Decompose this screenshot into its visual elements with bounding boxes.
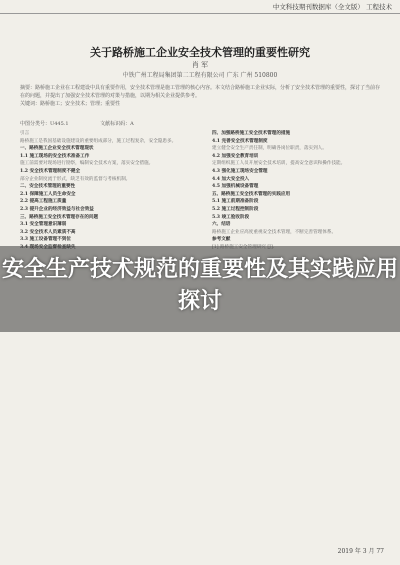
text-line: 引言 <box>20 131 30 136</box>
section-heading: 二、安全技术管理的重要性 <box>20 184 76 190</box>
left-text-column <box>20 130 188 550</box>
paper-affiliation: 中铁广州工程局集团第二工程有限公司 广东 广州 510800 <box>122 72 278 79</box>
journal-header: 中文科技期刊数据库（全文版） 工程技术 <box>0 0 400 14</box>
text-line: 施工前需要对现场进行勘察，编制安全技术方案，落实安全措施。 <box>20 161 154 167</box>
subsection-heading: 5.1 施工前期准备阶段 <box>212 199 259 205</box>
text-line: 路桥施工是我国基础设施建设的重要组成部分，施工过程复杂，安全隐患多。 <box>20 138 177 144</box>
doc-code: 文献标识码：A <box>100 121 134 127</box>
subsection-heading: 4.4 加大安全投入 <box>212 176 250 182</box>
subsection-heading: 1.1 施工现场的安全技术准备工作 <box>20 153 90 159</box>
subsection-heading: 4.3 强化施工现场安全管理 <box>212 168 268 174</box>
subsection-heading: 2.1 保障施工人员生命安全 <box>20 191 76 197</box>
subsection-heading: 3.2 安全技术人员素质不高 <box>20 229 76 235</box>
subsection-heading: 3.3 施工设备管理不到位 <box>20 237 71 243</box>
text-line: 路桥施工企业应高度重视安全技术管理，不断完善管理体系。 <box>212 229 337 235</box>
subsection-heading: 2.2 提高工程施工质量 <box>20 199 67 205</box>
section-heading: 四、加强路桥施工安全技术管理的措施 <box>212 131 291 136</box>
subsection-heading: 2.3 提升企业的经济效益与社会效益 <box>20 206 94 212</box>
section-heading: 三、路桥施工安全技术管理存在的问题 <box>20 214 99 220</box>
clc-number: 中图分类号：U445.1 <box>20 121 69 127</box>
section-heading: 五、路桥施工安全技术管理的实践应用 <box>212 191 291 197</box>
subsection-heading: 4.2 加强安全教育培训 <box>212 153 259 159</box>
text-line: 部分企业制度流于形式，缺乏有效的监督与考核机制。 <box>20 176 131 182</box>
overlay-title: 安全生产技术规范的重要性及其实践应用探讨 <box>1 257 398 314</box>
paper-abstract <box>20 84 380 108</box>
subsection-heading: 5.2 施工过程控制阶段 <box>212 206 259 212</box>
references-heading: 参考文献 <box>212 237 231 243</box>
page-footer: 2019 年 3 月 77 <box>337 548 384 555</box>
classification-row <box>20 120 164 127</box>
subsection-heading: 3.1 安全管理意识薄弱 <box>20 222 67 228</box>
paper-title: 关于路桥施工企业安全技术管理的重要性研究 <box>90 46 310 59</box>
right-text-column <box>212 130 380 550</box>
subsection-heading: 1.2 安全技术管理制度不健全 <box>20 168 81 174</box>
subsection-heading: 5.3 竣工验收阶段 <box>212 214 250 220</box>
subsection-heading: 4.1 完善安全技术管理制度 <box>212 138 268 144</box>
section-heading: 一、路桥施工企业安全技术管理现状 <box>20 146 94 152</box>
keywords-text: 关键词：路桥施工；安全技术；管理；重要性 <box>20 101 121 107</box>
subsection-heading: 4.5 加强机械设备管理 <box>212 184 259 190</box>
paper-author: 肖 军 <box>191 61 209 69</box>
abstract-text: 摘要：路桥施工企业在工程建设中具有重要作用，安全技术管理是施工管理的核心内容。本文结合路桥施工企业实际，分析了安全技术管理的重要性，探讨了当前存在的问题，并提出了加强安全技术管理的对策与措施，以期为相关企业提供参考。 <box>20 85 381 99</box>
text-line: 定期组织施工人员开展安全技术培训，提高安全意识和操作技能。 <box>212 161 346 167</box>
text-line: 建立健全安全生产责任制，明确各岗位职责，落实到人。 <box>212 146 327 152</box>
section-heading: 六、结语 <box>212 222 231 228</box>
